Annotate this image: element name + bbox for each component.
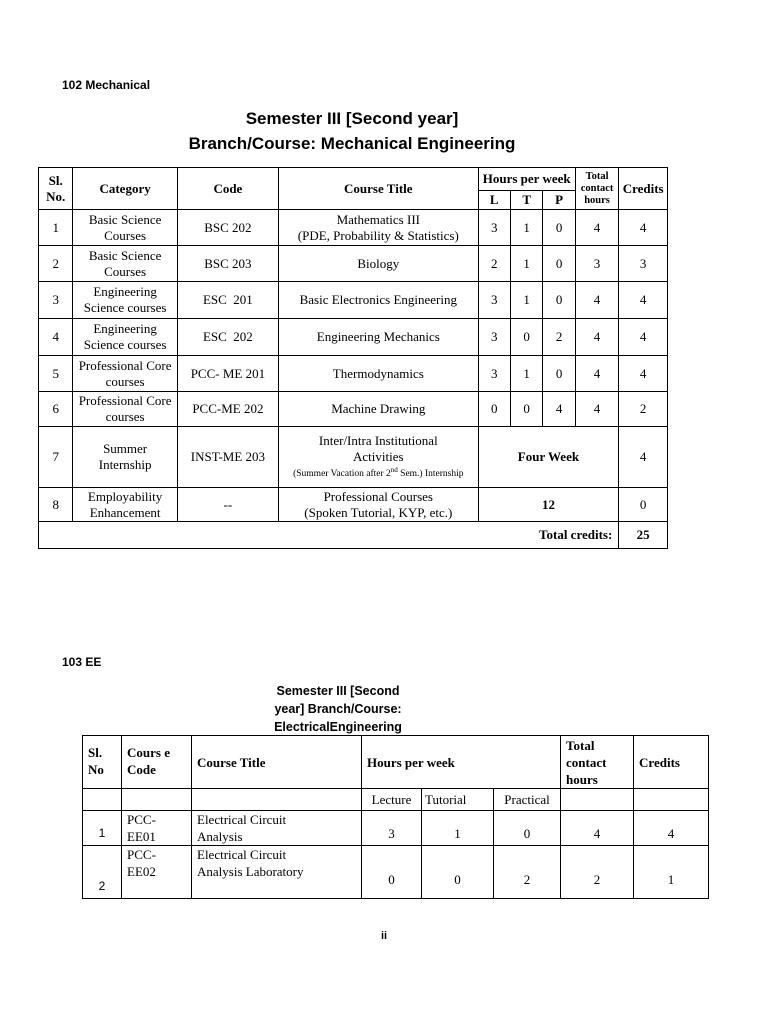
cell-t: 0 xyxy=(510,392,542,427)
cell-title-main: Mathematics III xyxy=(336,211,420,227)
header-course-code: Cours e Code xyxy=(122,736,192,789)
cell-contact: 2 xyxy=(561,846,634,899)
table-row xyxy=(39,356,668,392)
mechanical-course-table xyxy=(38,167,668,549)
cell-code: BSC 203 xyxy=(177,246,278,282)
cell-l: 3 xyxy=(478,319,510,356)
cell-sl: 2 xyxy=(83,846,122,899)
cell-t: 1 xyxy=(510,282,542,319)
cell-sl: 1 xyxy=(39,210,73,246)
cell-code: PCC-ME 202 xyxy=(177,392,278,427)
header-total-contact-hours: Total contact hours xyxy=(575,168,619,210)
cell-p: 0 xyxy=(543,356,575,392)
header-course-title: Course Title xyxy=(279,168,479,210)
cell-title: Electrical Circuit Analysis Laboratory xyxy=(192,846,362,899)
mechanical-table-title xyxy=(0,106,704,156)
table-row xyxy=(39,246,668,282)
table-row xyxy=(39,392,668,427)
cell-contact: 4 xyxy=(575,210,619,246)
total-credits-label: Total credits: xyxy=(39,522,619,549)
cell-code: -- xyxy=(177,488,278,522)
cell-sl: 6 xyxy=(39,392,73,427)
section-label-ee: 103 EE xyxy=(62,655,102,669)
cell-credits: 4 xyxy=(634,811,709,846)
cell-p: 0 xyxy=(543,246,575,282)
cell-contact: 3 xyxy=(575,246,619,282)
cell-t: 0 xyxy=(510,319,542,356)
cell-category: Engineering Science courses xyxy=(73,282,177,319)
cell-category: Basic Science Courses xyxy=(73,246,177,282)
header-credits: Credits xyxy=(634,736,709,789)
cell-contact: 4 xyxy=(575,282,619,319)
cell-category: Basic Science Courses xyxy=(73,210,177,246)
cell-title-sub: (PDE, Probability & Statistics) xyxy=(297,227,459,243)
header-practical: Practical xyxy=(494,789,561,811)
table-row xyxy=(39,319,668,356)
header-t: T xyxy=(510,191,542,210)
header-p: P xyxy=(543,191,575,210)
table-row xyxy=(39,427,668,488)
cell-hours-merged: 12 xyxy=(478,488,619,522)
cell-credits: 4 xyxy=(619,282,668,319)
header-hours-per-week: Hours per week xyxy=(362,736,561,789)
cell-title-main: Inter/Intra Institutional Activities xyxy=(318,433,438,465)
ee-course-table xyxy=(82,735,709,899)
cell-l: 3 xyxy=(478,282,510,319)
table-row xyxy=(39,488,668,522)
cell-contact: 4 xyxy=(561,811,634,846)
cell-code: PCC- ME 201 xyxy=(177,356,278,392)
cell-code: INST-ME 203 xyxy=(177,427,278,488)
cell-title: Engineering Mechanics xyxy=(279,319,479,356)
cell-contact: 4 xyxy=(575,392,619,427)
cell-category: Engineering Science courses xyxy=(73,319,177,356)
cell-lecture: 3 xyxy=(362,811,422,846)
header-lecture: Lecture xyxy=(362,789,422,811)
cell-credits: 1 xyxy=(634,846,709,899)
table-row xyxy=(39,282,668,319)
cell-category: Summer Internship xyxy=(73,427,177,488)
cell-category: Professional Core courses xyxy=(73,392,177,427)
empty-cell xyxy=(634,789,709,811)
header-tutorial: Tutorial xyxy=(422,789,494,811)
cell-p: 2 xyxy=(543,319,575,356)
table-row xyxy=(39,210,668,246)
cell-l: 0 xyxy=(478,392,510,427)
cell-category: Employability Enhancement xyxy=(73,488,177,522)
cell-sl: 3 xyxy=(39,282,73,319)
cell-credits: 3 xyxy=(619,246,668,282)
empty-cell xyxy=(83,789,122,811)
cell-title: Basic Electronics Engineering xyxy=(279,282,479,319)
cell-title: Thermodynamics xyxy=(279,356,479,392)
cell-sl: 7 xyxy=(39,427,73,488)
cell-practical: 2 xyxy=(494,846,561,899)
header-l: L xyxy=(478,191,510,210)
cell-title xyxy=(279,427,479,488)
title-line-1: Semester III [Second year] xyxy=(245,109,459,128)
cell-practical: 0 xyxy=(494,811,561,846)
cell-sl: 4 xyxy=(39,319,73,356)
cell-l: 3 xyxy=(478,210,510,246)
cell-title: Electrical Circuit Analysis xyxy=(192,811,362,846)
cell-credits: 4 xyxy=(619,210,668,246)
header-category: Category xyxy=(73,168,177,210)
cell-code: PCC- EE01 xyxy=(122,811,192,846)
header-total-contact-hours: Total contact hours xyxy=(561,736,634,789)
cell-p: 0 xyxy=(543,210,575,246)
cell-contact: 4 xyxy=(575,319,619,356)
cell-tutorial: 0 xyxy=(422,846,494,899)
header-credits: Credits xyxy=(619,168,668,210)
header-course-title: Course Title xyxy=(192,736,362,789)
cell-p: 0 xyxy=(543,282,575,319)
cell-tutorial: 1 xyxy=(422,811,494,846)
title-line-3: ElectricalEngineering xyxy=(274,720,402,734)
cell-contact: 4 xyxy=(575,356,619,392)
cell-sl: 8 xyxy=(39,488,73,522)
empty-cell xyxy=(122,789,192,811)
cell-code: ESC 202 xyxy=(177,319,278,356)
cell-title-main: Professional Courses xyxy=(323,488,433,504)
cell-credits: 2 xyxy=(619,392,668,427)
cell-t: 1 xyxy=(510,356,542,392)
cell-sl: 5 xyxy=(39,356,73,392)
cell-l: 2 xyxy=(478,246,510,282)
cell-title xyxy=(279,210,479,246)
table-row xyxy=(83,846,709,899)
cell-lecture: 0 xyxy=(362,846,422,899)
header-sl-no: Sl. No. xyxy=(39,168,73,210)
cell-title: Biology xyxy=(279,246,479,282)
cell-credits: 4 xyxy=(619,356,668,392)
ee-table-title xyxy=(250,682,426,736)
cell-code: PCC- EE02 xyxy=(122,846,192,899)
title-line-2: year] Branch/Course: xyxy=(274,702,402,716)
cell-title-note: (Summer Vacation after 2nd Sem.) Internship xyxy=(293,466,464,480)
cell-p: 4 xyxy=(543,392,575,427)
cell-credits: 0 xyxy=(619,488,668,522)
cell-t: 1 xyxy=(510,210,542,246)
header-hours-per-week: Hours per week xyxy=(478,168,575,191)
cell-l: 3 xyxy=(478,356,510,392)
cell-code: ESC 201 xyxy=(177,282,278,319)
title-line-2: Branch/Course: Mechanical Engineering xyxy=(188,134,516,153)
total-credits-value: 25 xyxy=(619,522,668,549)
empty-cell xyxy=(561,789,634,811)
page-number: ii xyxy=(380,930,388,942)
cell-category: Professional Core courses xyxy=(73,356,177,392)
cell-title xyxy=(279,488,479,522)
cell-hours-merged: Four Week xyxy=(478,427,619,488)
header-sl-no: Sl. No xyxy=(83,736,122,789)
cell-sl: 2 xyxy=(39,246,73,282)
table-row xyxy=(83,811,709,846)
cell-t: 1 xyxy=(510,246,542,282)
section-label-mechanical: 102 Mechanical xyxy=(62,78,151,92)
cell-code: BSC 202 xyxy=(177,210,278,246)
total-row xyxy=(39,522,668,549)
title-line-1: Semester III [Second xyxy=(276,684,400,698)
cell-credits: 4 xyxy=(619,427,668,488)
cell-title-sub: (Spoken Tutorial, KYP, etc.) xyxy=(304,504,453,520)
header-code: Code xyxy=(177,168,278,210)
cell-sl: 1 xyxy=(83,811,122,846)
cell-credits: 4 xyxy=(619,319,668,356)
cell-title: Machine Drawing xyxy=(279,392,479,427)
empty-cell xyxy=(192,789,362,811)
